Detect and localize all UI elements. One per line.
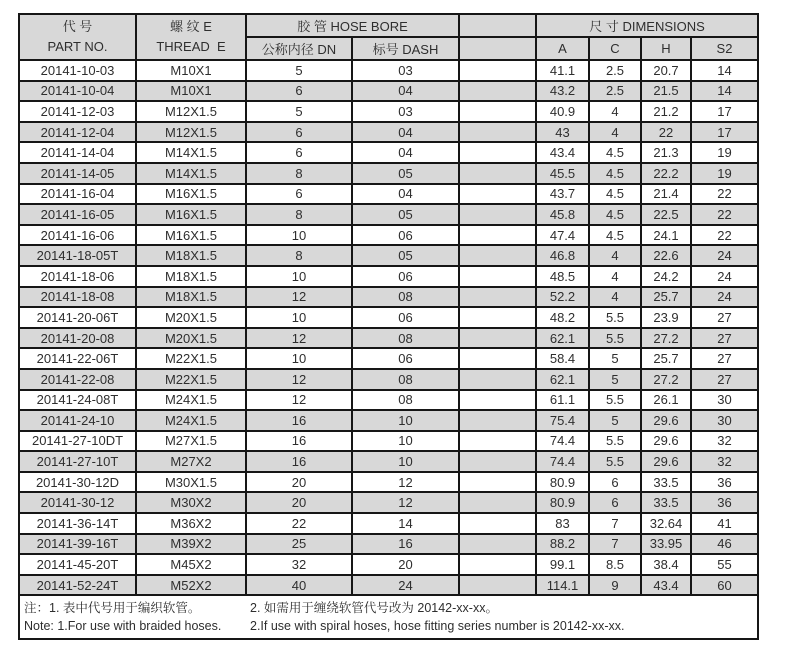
cell-dim-c: 5.5 <box>589 431 641 452</box>
cell-dn: 5 <box>246 101 352 122</box>
cell-dn: 22 <box>246 513 352 534</box>
table-row <box>19 122 758 143</box>
spacer-cell <box>459 122 536 143</box>
cell-dim-c: 4 <box>589 245 641 266</box>
spacer-cell <box>459 60 536 81</box>
cell-part-no: 20141-12-03 <box>19 101 136 122</box>
table-row <box>19 534 758 555</box>
cell-dash: 05 <box>352 204 459 225</box>
cell-dim-h: 20.7 <box>641 60 691 81</box>
cell-part-no: 20141-10-04 <box>19 81 136 102</box>
cell-dash: 16 <box>352 534 459 555</box>
cell-dim-a: 114.1 <box>536 575 589 596</box>
cell-part-no: 20141-20-08 <box>19 328 136 349</box>
cell-dn: 16 <box>246 451 352 472</box>
cell-dim-s2: 30 <box>691 390 758 411</box>
cell-dim-c: 7 <box>589 534 641 555</box>
cell-thread: M22X1.5 <box>136 369 246 390</box>
footnote-zh-2: 2. 如需用于缠绕软管代号改为 20142-xx-xx。 <box>250 601 498 616</box>
footnote-zh-1: 注：1. 表中代号用于编织软管。 <box>24 601 201 616</box>
cell-dim-s2: 55 <box>691 554 758 575</box>
cell-dim-c: 4.5 <box>589 225 641 246</box>
cell-dim-h: 22.2 <box>641 163 691 184</box>
cell-dim-a: 45.5 <box>536 163 589 184</box>
spacer-cell <box>459 307 536 328</box>
cell-part-no: 20141-22-06T <box>19 348 136 369</box>
cell-dim-h: 33.5 <box>641 492 691 513</box>
spacer-cell <box>459 492 536 513</box>
spacer-cell <box>459 431 536 452</box>
cell-dn: 12 <box>246 328 352 349</box>
table-row <box>19 142 758 163</box>
cell-dn: 6 <box>246 81 352 102</box>
table-row <box>19 369 758 390</box>
header-part-no-en: PART NO. <box>47 39 108 54</box>
header-hose-bore-group: 胶 管 HOSE BORE <box>246 14 459 37</box>
table-header <box>19 14 758 60</box>
cell-dn: 16 <box>246 410 352 431</box>
cell-dn: 10 <box>246 266 352 287</box>
table-row <box>19 328 758 349</box>
cell-dim-s2: 36 <box>691 492 758 513</box>
table-row <box>19 287 758 308</box>
cell-dim-h: 27.2 <box>641 369 691 390</box>
cell-dim-a: 52.2 <box>536 287 589 308</box>
cell-thread: M52X2 <box>136 575 246 596</box>
table-row <box>19 513 758 534</box>
spacer-cell <box>459 142 536 163</box>
cell-thread: M36X2 <box>136 513 246 534</box>
cell-dim-c: 5 <box>589 410 641 431</box>
cell-dim-a: 48.2 <box>536 307 589 328</box>
spacer-header-top <box>459 14 536 37</box>
cell-thread: M27X1.5 <box>136 431 246 452</box>
cell-dim-c: 4.5 <box>589 204 641 225</box>
header-dim-a: A <box>536 37 589 60</box>
cell-dn: 12 <box>246 390 352 411</box>
cell-dim-a: 43.2 <box>536 81 589 102</box>
cell-dim-a: 99.1 <box>536 554 589 575</box>
table-body <box>19 60 758 595</box>
cell-part-no: 20141-16-06 <box>19 225 136 246</box>
spacer-cell <box>459 225 536 246</box>
cell-dim-s2: 27 <box>691 307 758 328</box>
cell-dim-h: 29.6 <box>641 451 691 472</box>
cell-dim-h: 24.1 <box>641 225 691 246</box>
cell-dim-c: 2.5 <box>589 81 641 102</box>
footnotes <box>19 595 758 639</box>
cell-dim-h: 25.7 <box>641 348 691 369</box>
cell-dim-a: 43 <box>536 122 589 143</box>
cell-dn: 6 <box>246 184 352 205</box>
table-row <box>19 472 758 493</box>
cell-dim-s2: 32 <box>691 431 758 452</box>
cell-dim-a: 43.7 <box>536 184 589 205</box>
cell-dn: 6 <box>246 142 352 163</box>
table-row <box>19 101 758 122</box>
cell-dim-h: 25.7 <box>641 287 691 308</box>
cell-dim-c: 5.5 <box>589 328 641 349</box>
cell-dim-h: 22 <box>641 122 691 143</box>
cell-dim-h: 22.5 <box>641 204 691 225</box>
cell-dim-a: 62.1 <box>536 328 589 349</box>
cell-dim-s2: 19 <box>691 163 758 184</box>
cell-thread: M16X1.5 <box>136 184 246 205</box>
spacer-header-bottom <box>459 37 536 60</box>
cell-dn: 32 <box>246 554 352 575</box>
cell-dn: 10 <box>246 307 352 328</box>
cell-dash: 03 <box>352 101 459 122</box>
cell-thread: M24X1.5 <box>136 410 246 431</box>
spacer-cell <box>459 163 536 184</box>
spacer-cell <box>459 575 536 596</box>
cell-thread: M12X1.5 <box>136 101 246 122</box>
cell-thread: M24X1.5 <box>136 390 246 411</box>
cell-part-no: 20141-16-05 <box>19 204 136 225</box>
cell-dim-s2: 24 <box>691 266 758 287</box>
header-dash: 标号 DASH <box>352 37 459 60</box>
cell-dim-h: 29.6 <box>641 410 691 431</box>
spacer-cell <box>459 204 536 225</box>
cell-thread: M12X1.5 <box>136 122 246 143</box>
cell-part-no: 20141-18-05T <box>19 245 136 266</box>
spacer-cell <box>459 81 536 102</box>
header-thread <box>136 14 246 60</box>
spacer-cell <box>459 184 536 205</box>
footnote-en-2: 2.If use with spiral hoses, hose fitting series number is 20142-xx-xx. <box>250 619 625 634</box>
cell-thread: M30X2 <box>136 492 246 513</box>
cell-dim-h: 33.95 <box>641 534 691 555</box>
table-row <box>19 163 758 184</box>
cell-dim-s2: 27 <box>691 328 758 349</box>
spacer-cell <box>459 266 536 287</box>
cell-dim-a: 83 <box>536 513 589 534</box>
cell-dn: 16 <box>246 431 352 452</box>
cell-dash: 12 <box>352 492 459 513</box>
footnote-en-1: Note: 1.For use with braided hoses. <box>24 619 222 634</box>
cell-dn: 10 <box>246 225 352 246</box>
cell-dim-c: 7 <box>589 513 641 534</box>
header-dim-h: H <box>641 37 691 60</box>
cell-dim-s2: 24 <box>691 287 758 308</box>
cell-dim-c: 8.5 <box>589 554 641 575</box>
cell-thread: M30X1.5 <box>136 472 246 493</box>
spacer-cell <box>459 451 536 472</box>
spacer-cell <box>459 554 536 575</box>
cell-thread: M18X1.5 <box>136 287 246 308</box>
cell-thread: M22X1.5 <box>136 348 246 369</box>
cell-dim-a: 74.4 <box>536 451 589 472</box>
table-row <box>19 554 758 575</box>
spacer-cell <box>459 328 536 349</box>
cell-dash: 10 <box>352 451 459 472</box>
cell-dim-h: 26.1 <box>641 390 691 411</box>
cell-dash: 04 <box>352 184 459 205</box>
cell-dn: 25 <box>246 534 352 555</box>
cell-dim-a: 58.4 <box>536 348 589 369</box>
cell-thread: M18X1.5 <box>136 266 246 287</box>
table-row <box>19 204 758 225</box>
cell-thread: M10X1 <box>136 81 246 102</box>
cell-dim-a: 43.4 <box>536 142 589 163</box>
cell-dn: 20 <box>246 472 352 493</box>
cell-thread: M10X1 <box>136 60 246 81</box>
cell-dn: 20 <box>246 492 352 513</box>
table-row <box>19 451 758 472</box>
cell-dim-a: 74.4 <box>536 431 589 452</box>
cell-dim-s2: 14 <box>691 81 758 102</box>
cell-part-no: 20141-52-24T <box>19 575 136 596</box>
cell-dn: 6 <box>246 122 352 143</box>
cell-dim-h: 24.2 <box>641 266 691 287</box>
cell-dim-s2: 17 <box>691 101 758 122</box>
cell-dim-s2: 22 <box>691 184 758 205</box>
cell-dim-s2: 30 <box>691 410 758 431</box>
cell-dim-s2: 19 <box>691 142 758 163</box>
table-row <box>19 184 758 205</box>
header-dimensions-group: 尺 寸 DIMENSIONS <box>536 14 758 37</box>
cell-dash: 05 <box>352 163 459 184</box>
cell-dim-h: 33.5 <box>641 472 691 493</box>
cell-dash: 14 <box>352 513 459 534</box>
header-thread-en: THREAD E <box>156 39 226 54</box>
cell-dim-s2: 41 <box>691 513 758 534</box>
cell-dim-h: 21.5 <box>641 81 691 102</box>
table-row <box>19 348 758 369</box>
header-part-no <box>19 14 136 60</box>
cell-part-no: 20141-24-10 <box>19 410 136 431</box>
table-row <box>19 410 758 431</box>
cell-dim-c: 4.5 <box>589 184 641 205</box>
cell-part-no: 20141-36-14T <box>19 513 136 534</box>
cell-thread: M39X2 <box>136 534 246 555</box>
table-row <box>19 81 758 102</box>
cell-dim-s2: 36 <box>691 472 758 493</box>
cell-dim-h: 22.6 <box>641 245 691 266</box>
cell-part-no: 20141-10-03 <box>19 60 136 81</box>
spacer-cell <box>459 348 536 369</box>
cell-dim-a: 80.9 <box>536 492 589 513</box>
cell-dim-a: 80.9 <box>536 472 589 493</box>
cell-dim-a: 62.1 <box>536 369 589 390</box>
cell-dim-s2: 22 <box>691 225 758 246</box>
header-dn: 公称内径 DN <box>246 37 352 60</box>
spacer-cell <box>459 534 536 555</box>
table-row <box>19 225 758 246</box>
cell-dn: 8 <box>246 163 352 184</box>
cell-dn: 12 <box>246 369 352 390</box>
table-row <box>19 60 758 81</box>
cell-dim-h: 21.4 <box>641 184 691 205</box>
cell-thread: M20X1.5 <box>136 328 246 349</box>
cell-dash: 06 <box>352 266 459 287</box>
cell-part-no: 20141-14-05 <box>19 163 136 184</box>
cell-dim-c: 2.5 <box>589 60 641 81</box>
table-row <box>19 390 758 411</box>
cell-dim-c: 4 <box>589 101 641 122</box>
cell-dim-c: 4 <box>589 122 641 143</box>
cell-dn: 10 <box>246 348 352 369</box>
cell-thread: M14X1.5 <box>136 142 246 163</box>
spacer-cell <box>459 390 536 411</box>
cell-dn: 12 <box>246 287 352 308</box>
cell-dim-c: 4 <box>589 287 641 308</box>
cell-thread: M45X2 <box>136 554 246 575</box>
cell-thread: M16X1.5 <box>136 204 246 225</box>
footnote-line-zh <box>24 599 753 617</box>
cell-dim-c: 9 <box>589 575 641 596</box>
cell-part-no: 20141-39-16T <box>19 534 136 555</box>
cell-part-no: 20141-22-08 <box>19 369 136 390</box>
cell-dim-a: 46.8 <box>536 245 589 266</box>
cell-part-no: 20141-16-04 <box>19 184 136 205</box>
table-row <box>19 575 758 596</box>
cell-dim-h: 32.64 <box>641 513 691 534</box>
table-row <box>19 307 758 328</box>
cell-dash: 04 <box>352 142 459 163</box>
cell-thread: M16X1.5 <box>136 225 246 246</box>
cell-part-no: 20141-27-10T <box>19 451 136 472</box>
cell-dn: 5 <box>246 60 352 81</box>
cell-dash: 20 <box>352 554 459 575</box>
cell-part-no: 20141-30-12 <box>19 492 136 513</box>
cell-dim-s2: 27 <box>691 369 758 390</box>
cell-dim-h: 23.9 <box>641 307 691 328</box>
cell-dash: 06 <box>352 348 459 369</box>
cell-dim-a: 48.5 <box>536 266 589 287</box>
cell-dim-a: 40.9 <box>536 101 589 122</box>
cell-dim-c: 5 <box>589 348 641 369</box>
spacer-cell <box>459 410 536 431</box>
cell-dim-h: 43.4 <box>641 575 691 596</box>
cell-dim-s2: 24 <box>691 245 758 266</box>
spacer-cell <box>459 287 536 308</box>
table-row <box>19 245 758 266</box>
cell-dim-a: 41.1 <box>536 60 589 81</box>
cell-dim-s2: 32 <box>691 451 758 472</box>
cell-dash: 08 <box>352 390 459 411</box>
cell-part-no: 20141-27-10DT <box>19 431 136 452</box>
cell-part-no: 20141-24-08T <box>19 390 136 411</box>
cell-part-no: 20141-14-04 <box>19 142 136 163</box>
cell-thread: M14X1.5 <box>136 163 246 184</box>
table-row <box>19 492 758 513</box>
cell-dim-s2: 14 <box>691 60 758 81</box>
cell-dim-c: 4 <box>589 266 641 287</box>
header-thread-zh: 螺 纹 E <box>170 18 212 34</box>
cell-dim-c: 5 <box>589 369 641 390</box>
cell-thread: M18X1.5 <box>136 245 246 266</box>
cell-thread: M20X1.5 <box>136 307 246 328</box>
cell-dim-h: 27.2 <box>641 328 691 349</box>
cell-dim-c: 4.5 <box>589 163 641 184</box>
table-row <box>19 431 758 452</box>
cell-dim-c: 5.5 <box>589 390 641 411</box>
cell-dim-s2: 17 <box>691 122 758 143</box>
cell-dim-s2: 46 <box>691 534 758 555</box>
cell-dash: 08 <box>352 328 459 349</box>
cell-dash: 05 <box>352 245 459 266</box>
cell-part-no: 20141-30-12D <box>19 472 136 493</box>
cell-dn: 8 <box>246 204 352 225</box>
cell-dim-s2: 22 <box>691 204 758 225</box>
cell-dim-h: 38.4 <box>641 554 691 575</box>
cell-dim-h: 29.6 <box>641 431 691 452</box>
cell-part-no: 20141-20-06T <box>19 307 136 328</box>
cell-dash: 08 <box>352 287 459 308</box>
cell-part-no: 20141-45-20T <box>19 554 136 575</box>
cell-dash: 03 <box>352 60 459 81</box>
cell-dim-h: 21.2 <box>641 101 691 122</box>
cell-dash: 24 <box>352 575 459 596</box>
cell-dim-a: 75.4 <box>536 410 589 431</box>
cell-dim-a: 61.1 <box>536 390 589 411</box>
cell-dim-c: 4.5 <box>589 142 641 163</box>
cell-dash: 08 <box>352 369 459 390</box>
cell-part-no: 20141-12-04 <box>19 122 136 143</box>
cell-dash: 10 <box>352 431 459 452</box>
table-row <box>19 266 758 287</box>
spacer-cell <box>459 513 536 534</box>
cell-dash: 12 <box>352 472 459 493</box>
cell-dash: 06 <box>352 225 459 246</box>
cell-dash: 06 <box>352 307 459 328</box>
cell-dim-c: 5.5 <box>589 307 641 328</box>
cell-dn: 40 <box>246 575 352 596</box>
spacer-cell <box>459 245 536 266</box>
cell-part-no: 20141-18-08 <box>19 287 136 308</box>
spec-table <box>18 13 759 640</box>
header-dim-s2: S2 <box>691 37 758 60</box>
cell-dim-s2: 60 <box>691 575 758 596</box>
cell-dim-a: 47.4 <box>536 225 589 246</box>
cell-dim-a: 88.2 <box>536 534 589 555</box>
spacer-cell <box>459 101 536 122</box>
cell-dn: 8 <box>246 245 352 266</box>
cell-dim-c: 6 <box>589 492 641 513</box>
spacer-cell <box>459 472 536 493</box>
cell-dash: 10 <box>352 410 459 431</box>
cell-dim-s2: 27 <box>691 348 758 369</box>
cell-dim-c: 6 <box>589 472 641 493</box>
cell-dash: 04 <box>352 122 459 143</box>
cell-dim-c: 5.5 <box>589 451 641 472</box>
cell-part-no: 20141-18-06 <box>19 266 136 287</box>
cell-thread: M27X2 <box>136 451 246 472</box>
cell-dim-h: 21.3 <box>641 142 691 163</box>
spacer-cell <box>459 369 536 390</box>
header-part-no-zh: 代 号 <box>62 18 93 34</box>
footnote-line-en <box>24 617 753 635</box>
header-dim-c: C <box>589 37 641 60</box>
cell-dim-a: 45.8 <box>536 204 589 225</box>
cell-dash: 04 <box>352 81 459 102</box>
